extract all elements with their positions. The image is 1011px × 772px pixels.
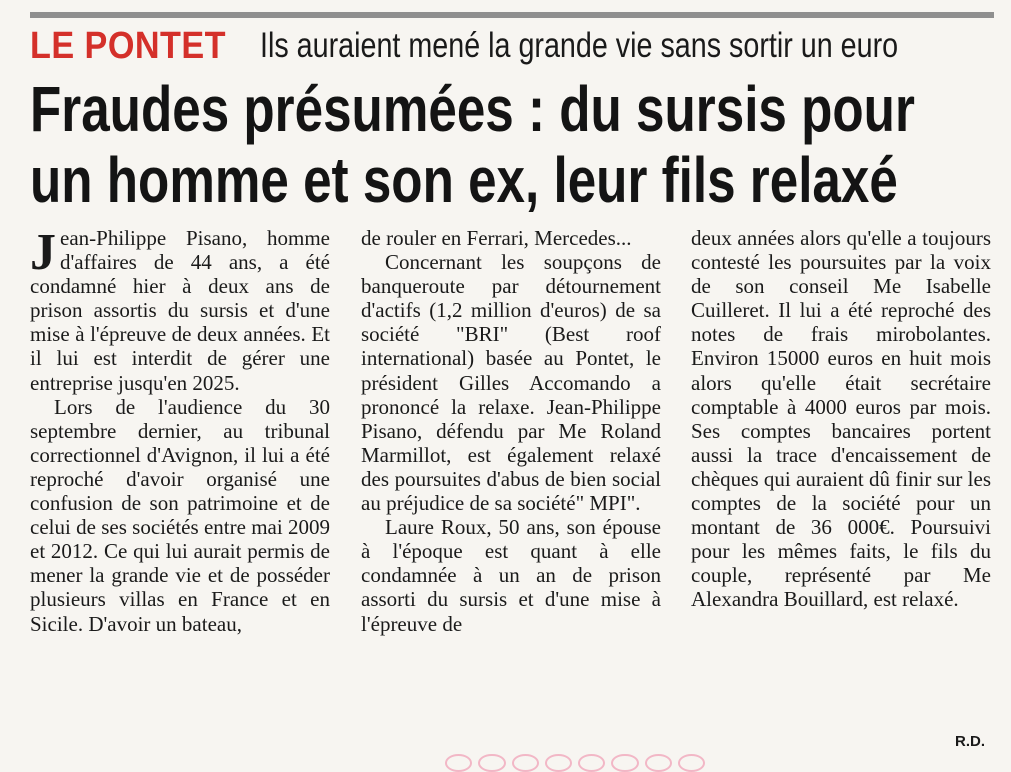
decorative-shape (478, 754, 505, 772)
kicker-row (30, 22, 994, 70)
paragraph: Lors de l'audience du 30 septembre dernier, au tribunal correctionnel d'Avignon, il lui a été reproché d'avoir organisé une confusion de son patrimoine et de celui de ses sociétés entre mai 2009 et 2012. Ce qui lui aurait permis de mener la grande vie et de posséder plusieurs villas en France et en Sicile. D'avoir un bateau, (30, 394, 330, 636)
paragraph (30, 226, 330, 395)
decorative-border (445, 754, 705, 764)
paragraph: deux années alors qu'elle a toujours contesté les poursuites par la voix de son conseil Me Isabelle Cuilleret. Il lui a été reproché des notes de frais mirobolantes. Environ 15000 euros en huit mois alors qu'elle était secrétaire comptable à 4000 euros par mois. Ses comptes bancaires portent aussi la trace d'encaissement de chèques qui auraient dû finir sur les comptes de la société pour un montant de 36 000€. Poursuivi pour les mêmes faits, le fils du couple, représenté par Me Alexandra Bouillard, est relaxé. (691, 226, 991, 612)
paragraph: Concernant les soupçons de banqueroute par détournement d'actifs (1,2 million d'euros) de sa société "BRI" (Best roof international) basée au Pontet, le président Gilles Accomando a prononcé la relaxe. Jean-Philippe Pisano, défendu par Me Roland Marmillot, est également relaxé des poursuites d'abus de bien social au préjudice de sa société" MPI". (361, 250, 661, 516)
headline-line-1: Fraudes présumées : du sursis pour (30, 73, 915, 145)
article-column-3 (691, 226, 991, 612)
decorative-shape (545, 754, 572, 772)
paragraph: Laure Roux, 50 ans, son épouse à l'époque est quant à elle condamnée à un an de prison assorti du sursis et d'une mise à l'épreuve de (361, 515, 661, 636)
byline: R.D. (955, 733, 985, 750)
paragraph: de rouler en Ferrari, Mercedes... (361, 226, 632, 250)
decorative-shape (611, 754, 638, 772)
article-column-2 (361, 226, 661, 636)
drop-cap: J (30, 224, 56, 281)
section-kicker: LE PONTET (30, 24, 226, 67)
subhead: Ils auraient mené la grande vie sans sortir un euro (259, 26, 898, 65)
article-column-1 (30, 226, 330, 636)
paragraph-text: ean-Philippe Pisano, homme d'affaires de 44 ans, a été condamné hier à deux ans de prison assortis du sursis et d'une mise à l'épreuve de deux années. Et il lui est interdit de gérer une entreprise jusqu'en 2025. (30, 226, 330, 395)
decorative-shape (645, 754, 672, 772)
decorative-shape (578, 754, 605, 772)
top-rule (30, 12, 994, 18)
headline (30, 74, 990, 216)
decorative-shape (445, 754, 472, 772)
decorative-shape (678, 754, 705, 772)
decorative-shape (512, 754, 539, 772)
headline-line-2: un homme et son ex, leur fils relaxé (30, 144, 898, 216)
